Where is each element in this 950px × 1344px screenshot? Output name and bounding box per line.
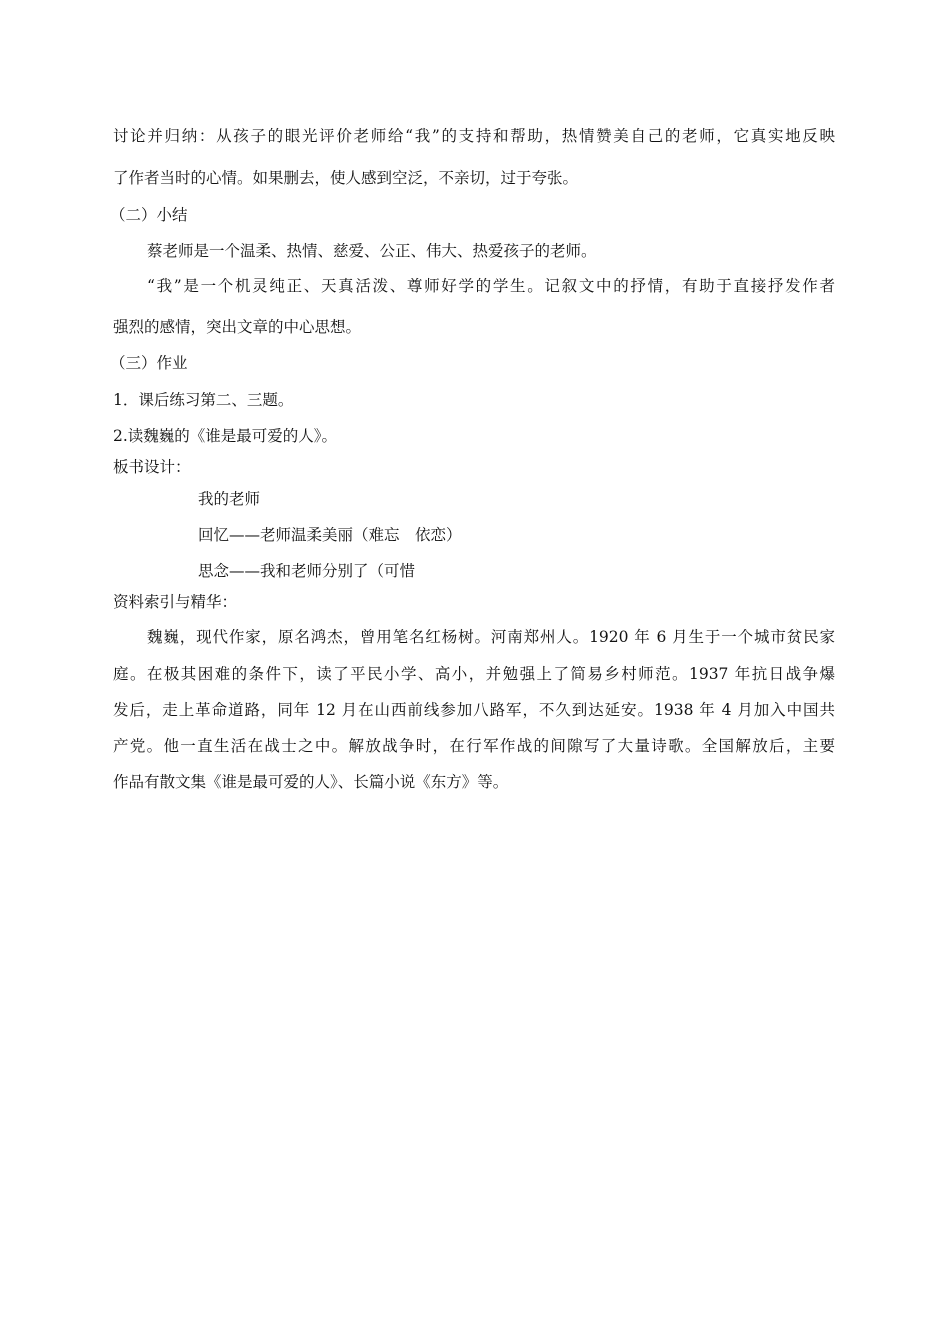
reference-heading: 资料索引与精华：: [113, 593, 238, 611]
summary-heading: （二）小结: [110, 206, 188, 224]
reference-line-5: 作品有散文集《谁是最可爱的人》、长篇小说《东方》等。: [113, 773, 509, 791]
summary-paragraph-1: 蔡老师是一个温柔、热情、慈爱、公正、伟大、热爱孩子的老师。: [147, 242, 597, 260]
summary-paragraph-2-line-1: “我”是一个机灵纯正、天真活泼、尊师好学的学生。记叙文中的抒情，有助于直接抒发作者: [147, 277, 835, 295]
reference-line-3: 发后，走上革命道路，同年 12 月在山西前线参加八路军，不久到达延安。1938 年 4 月加入中国共: [113, 701, 835, 719]
reference-line-2: 庭。在极其困难的条件下，读了平民小学、高小，并勉强上了简易乡村师范。1937 年抗日战争爆: [113, 665, 835, 683]
board-design-heading: 板书设计：: [113, 458, 191, 476]
homework-item-2: 2.读魏巍的《谁是最可爱的人》。: [113, 427, 338, 445]
summary-paragraph-2-line-2: 强烈的感情，突出文章的中心思想。: [113, 318, 362, 336]
discussion-line-1: 讨论并归纳：从孩子的眼光评价老师给“我”的支持和帮助，热情赞美自己的老师，它真实地反映: [113, 127, 835, 145]
board-line-2: 回忆——老师温柔美丽（难忘 依恋）: [198, 526, 462, 544]
board-line-1: 我的老师: [198, 490, 261, 508]
board-line-3: 思念——我和老师分别了（可惜: [198, 562, 416, 580]
discussion-line-2: 了作者当时的心情。如果删去，使人感到空泛，不亲切，过于夸张。: [113, 169, 579, 187]
homework-heading: （三）作业: [110, 354, 188, 372]
reference-line-4: 产党。他一直生活在战士之中。解放战争时，在行军作战的间隙写了大量诗歌。全国解放后，主要: [113, 737, 835, 755]
reference-line-1: 魏巍，现代作家，原名鸿杰，曾用笔名红杨树。河南郑州人。1920 年 6 月生于一个城市贫民家: [147, 628, 835, 646]
homework-item-1: 1．课后练习第二、三题。: [113, 391, 294, 409]
